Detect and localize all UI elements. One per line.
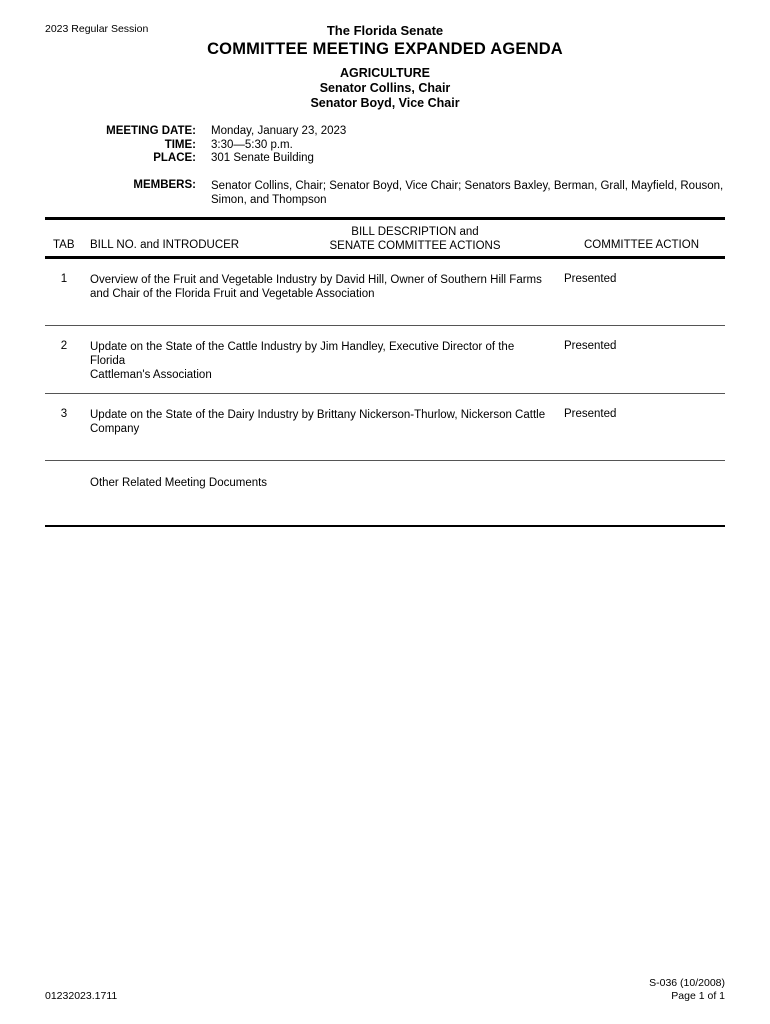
col-header-action: COMMITTEE ACTION — [584, 239, 699, 251]
table-header-rule — [45, 256, 725, 259]
page-number: Page 1 of 1 — [671, 990, 725, 1002]
other-documents-link[interactable]: Other Related Meeting Documents — [90, 477, 268, 489]
row-action: Presented — [564, 408, 617, 420]
meeting-date: Monday, January 23, 2023 — [211, 125, 347, 137]
members-list — [211, 179, 726, 207]
document-id: 01232023.1711 — [45, 990, 118, 1002]
col-header-bill: BILL NO. and INTRODUCER — [90, 239, 240, 251]
meeting-place-label: PLACE: — [153, 152, 196, 164]
table-bottom-rule — [45, 525, 725, 527]
committee-block — [0, 66, 770, 111]
row-description-line-1: Overview of the Fruit and Vegetable Industry by David Hill, Owner of Southern Hill Farms — [90, 274, 542, 286]
page-title: COMMITTEE MEETING EXPANDED AGENDA — [207, 40, 563, 58]
committee-chair: Senator Collins, Chair — [319, 81, 451, 95]
meeting-date-label: MEETING DATE: — [106, 125, 196, 137]
row-description-line-2: Company — [90, 423, 140, 435]
row-description-line-2: and Chair of the Florida Fruit and Vegetable Association — [90, 288, 375, 300]
form-number: S-036 (10/2008) — [649, 977, 725, 989]
col-header-tab: TAB — [53, 239, 75, 251]
table-top-rule — [45, 217, 725, 220]
row-divider — [45, 325, 725, 326]
row-divider — [45, 460, 725, 461]
row-tab-number: 2 — [60, 340, 68, 352]
row-description — [90, 273, 552, 301]
row-action: Presented — [564, 340, 617, 352]
col-header-description-line-2: SENATE COMMITTEE ACTIONS — [329, 240, 501, 252]
members-line-2: Simon, and Thompson — [211, 194, 327, 206]
meeting-time: 3:30—5:30 p.m. — [211, 139, 293, 151]
row-description — [90, 408, 552, 436]
footer-info — [560, 977, 725, 1003]
row-description — [90, 340, 552, 382]
row-divider — [45, 393, 725, 394]
session-label: 2023 Regular Session — [45, 23, 149, 35]
meeting-place: 301 Senate Building — [211, 152, 314, 164]
col-header-description — [300, 225, 530, 253]
row-tab-number: 1 — [60, 273, 68, 285]
senate-name: The Florida Senate — [326, 23, 444, 38]
row-description-line-1: Update on the State of the Dairy Industry by Brittany Nickerson-Thurlow, Nickerson Cattle — [90, 409, 546, 421]
row-tab-number: 3 — [60, 408, 68, 420]
meeting-time-label: TIME: — [164, 139, 196, 151]
row-description-line-1: Update on the State of the Cattle Industry by Jim Handley, Executive Director of the Florida — [90, 341, 515, 367]
row-description-line-2: Cattleman's Association — [90, 369, 212, 381]
members-line-1: Senator Collins, Chair; Senator Boyd, Vice Chair; Senators Baxley, Berman, Grall, Mayfield, Rouson, — [211, 180, 724, 192]
members-label: MEMBERS: — [133, 179, 196, 191]
committee-vice-chair: Senator Boyd, Vice Chair — [310, 96, 460, 110]
row-action: Presented — [564, 273, 617, 285]
col-header-description-line-1: BILL DESCRIPTION and — [351, 226, 479, 238]
committee-name: AGRICULTURE — [339, 66, 431, 80]
